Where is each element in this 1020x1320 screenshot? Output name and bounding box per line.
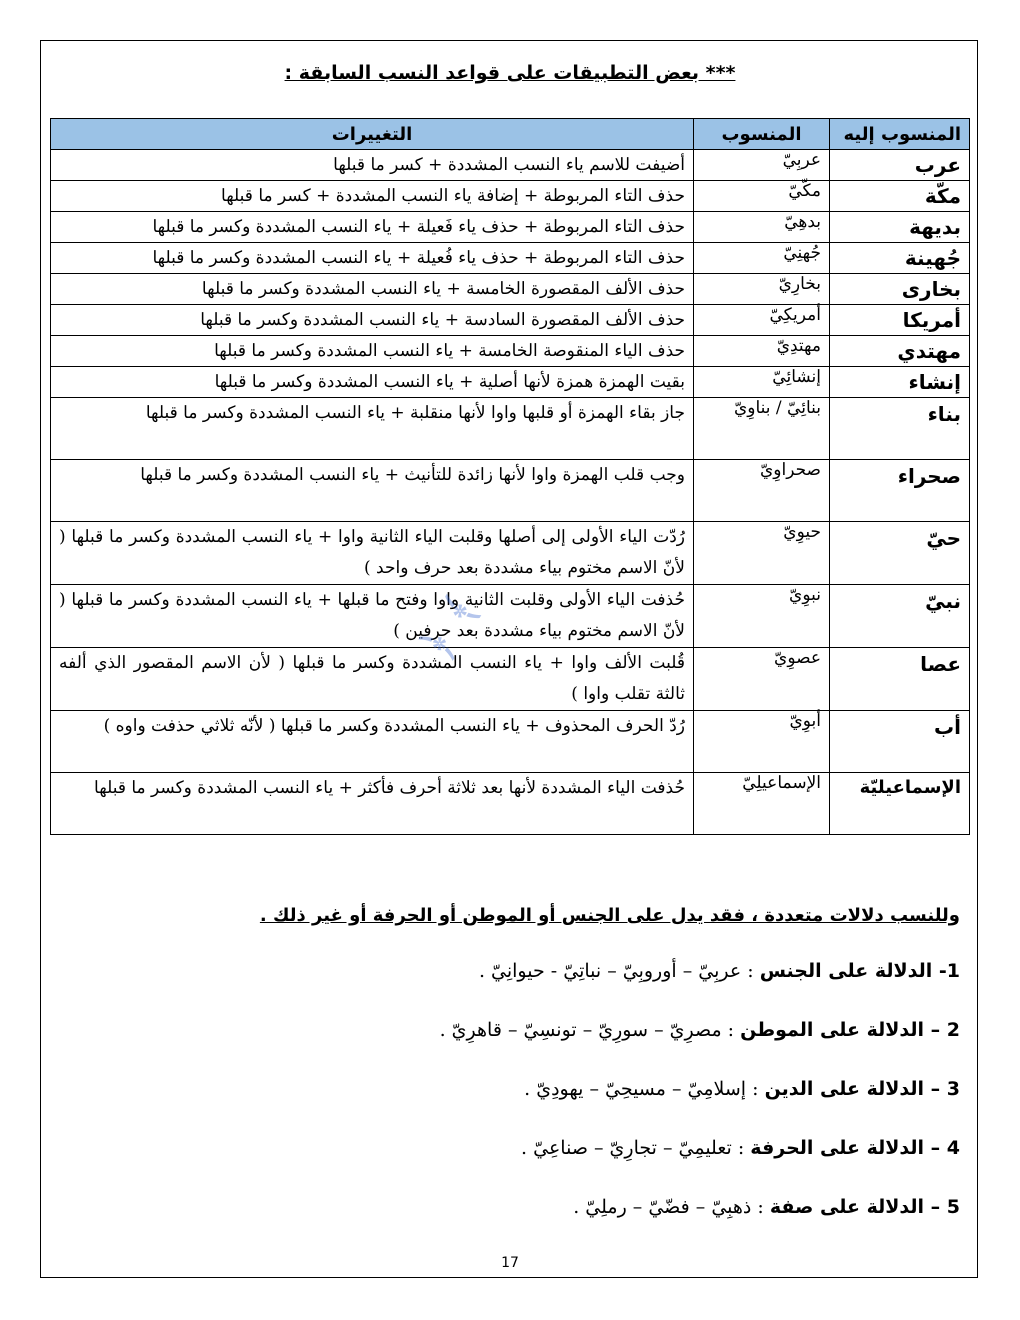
change-text: بقيت الهمزة همزة لأنها أصلية + ياء النسب المشددة وكسر ما قبلها (51, 367, 694, 398)
meanings-list (80, 960, 960, 1255)
table-row (51, 150, 970, 181)
list-item (80, 960, 960, 1019)
table-row (51, 336, 970, 367)
list-item-label: 2 – الدلالة على الموطن (740, 1019, 960, 1041)
change-text: حذف الألف المقصورة السادسة + ياء النسب المشددة وكسر ما قبلها (51, 305, 694, 336)
nisba-word: مهتدِيّ (694, 336, 830, 367)
change-text: وجب قلب الهمزة واوا لأنها زائدة للتأنيث + ياء النسب المشددة وكسر ما قبلها (51, 460, 694, 522)
base-word: الإسماعيليّة (830, 773, 970, 835)
nisba-word: مكّيّ (694, 181, 830, 212)
nisba-word: عصوِيّ (694, 648, 830, 711)
change-text: حذف الألف المقصورة الخامسة + ياء النسب المشددة وكسر ما قبلها (51, 274, 694, 305)
change-text: رُدّت الياء الأولى إلى أصلها وقلبت الياء الثانية واوا + ياء النسب المشددة وكسر ما قبلها ( لأنّ الاسم مختوم بياء مشددة بعد حرف واحد ) (51, 522, 694, 585)
table-row (51, 181, 970, 212)
table-row (51, 305, 970, 336)
header-changes: التغييرات (51, 119, 694, 150)
nisba-word: أبوِيّ (694, 711, 830, 773)
base-word: بخارى (830, 274, 970, 305)
nisba-word: بنائِيّ / بناوِيّ (694, 398, 830, 460)
page-number: 17 (501, 1255, 519, 1271)
nisba-word: عربِيّ (694, 150, 830, 181)
intro-text: وللنسب دلالات متعددة ، فقد يدل على الجنس أو الموطن أو الحرفة أو غير ذلك . (259, 905, 960, 926)
table-row (51, 460, 970, 522)
list-item (80, 1196, 960, 1255)
list-item-text: : إسلامِيّ – مسيحِيّ – يهودِيّ . (524, 1078, 759, 1100)
nisba-word: صحراوِيّ (694, 460, 830, 522)
nisba-word: بدهِيّ (694, 212, 830, 243)
base-word: مكّة (830, 181, 970, 212)
list-item-text: : ذهبِيّ – فضّيّ – رملِيّ . (573, 1196, 764, 1218)
base-word: عرب (830, 150, 970, 181)
change-text: أضيفت للاسم ياء النسب المشددة + كسر ما قبلها (51, 150, 694, 181)
table-row (51, 585, 970, 648)
header-base: المنسوب إليه (830, 119, 970, 150)
page-title: *** بعض التطبيقات على قواعد النسب السابقة : (284, 62, 736, 84)
watermark: ﴿ ﴾ (408, 583, 491, 671)
base-word: نبيّ (830, 585, 970, 648)
change-text: قُلبت الألف واوا + ياء النسب المشددة وكسر ما قبلها ( لأن الاسم المقصور الذي ألفه ثالثة تقلب واوا ) (51, 648, 694, 711)
change-text: حُذفت الياء الأولى وقلبت الثانية واوا وفتح ما قبلها + ياء النسب المشددة وكسر ما قبلها ( لأنّ الاسم مختوم بياء مشددة بعد حرفين ) (51, 585, 694, 648)
base-word: مهتدي (830, 336, 970, 367)
table-row (51, 367, 970, 398)
list-item (80, 1137, 960, 1196)
nisba-word: جُهنِيّ (694, 243, 830, 274)
table-row (51, 648, 970, 711)
nisba-word: إنشائِيّ (694, 367, 830, 398)
table-row (51, 522, 970, 585)
base-word: صحراء (830, 460, 970, 522)
nisba-word: حيوِيّ (694, 522, 830, 585)
list-item-text: : مصرِيّ – سورِيّ – تونسِيّ – قاهرِيّ . (439, 1019, 735, 1041)
change-text: حُذفت الياء المشددة لأنها بعد ثلاثة أحرف فأكثر + ياء النسب المشددة وكسر ما قبلها (51, 773, 694, 835)
base-word: بديهة (830, 212, 970, 243)
list-item-label: 4 – الدلالة على الحرفة (750, 1137, 960, 1159)
list-item-label: 5 – الدلالة على صفة (769, 1196, 960, 1218)
header-nisba: المنسوب (694, 119, 830, 150)
list-item-label: 1- الدلالة على الجنس (759, 960, 960, 982)
list-item-text: : عربِيّ – أوروبِيّ – نباتِيّ - حيوانِيّ . (478, 960, 754, 982)
nisba-word: أمريكِيّ (694, 305, 830, 336)
list-item-label: 3 – الدلالة على الدين (764, 1078, 960, 1100)
base-word: إنشاء (830, 367, 970, 398)
table-row (51, 274, 970, 305)
table-header-row (51, 119, 970, 150)
table-row (51, 243, 970, 274)
list-item (80, 1078, 960, 1137)
change-text: جاز بقاء الهمزة أو قلبها واوا لأنها منقلبة + ياء النسب المشددة وكسر ما قبلها (51, 398, 694, 460)
change-text: حذف التاء المربوطة + حذف ياء فُعيلة + ياء النسب المشددة وكسر ما قبلها (51, 243, 694, 274)
base-word: عصا (830, 648, 970, 711)
nisba-word: الإسماعيلِيّ (694, 773, 830, 835)
nisba-word: بخارِيّ (694, 274, 830, 305)
change-text: حذف الياء المنقوصة الخامسة + ياء النسب المشددة وكسر ما قبلها (51, 336, 694, 367)
base-word: جُهينة (830, 243, 970, 274)
nisba-table (50, 118, 970, 835)
list-item (80, 1019, 960, 1078)
table-row (51, 773, 970, 835)
base-word: حيّ (830, 522, 970, 585)
nisba-word: نبوِيّ (694, 585, 830, 648)
table-row (51, 212, 970, 243)
list-item-text: : تعليمِيّ – تجارِيّ – صناعِيّ . (521, 1137, 745, 1159)
base-word: أمريكا (830, 305, 970, 336)
base-word: أب (830, 711, 970, 773)
table-row (51, 398, 970, 460)
base-word: بناء (830, 398, 970, 460)
change-text: حذف التاء المربوطة + حذف ياء فَعيلة + ياء النسب المشددة وكسر ما قبلها (51, 212, 694, 243)
table-row (51, 711, 970, 773)
change-text: رُدّ الحرف المحذوف + ياء النسب المشددة وكسر ما قبلها ( لأنّه ثلاثي حذفت واوه ) (51, 711, 694, 773)
change-text: حذف التاء المربوطة + إضافة ياء النسب المشددة + كسر ما قبلها (51, 181, 694, 212)
